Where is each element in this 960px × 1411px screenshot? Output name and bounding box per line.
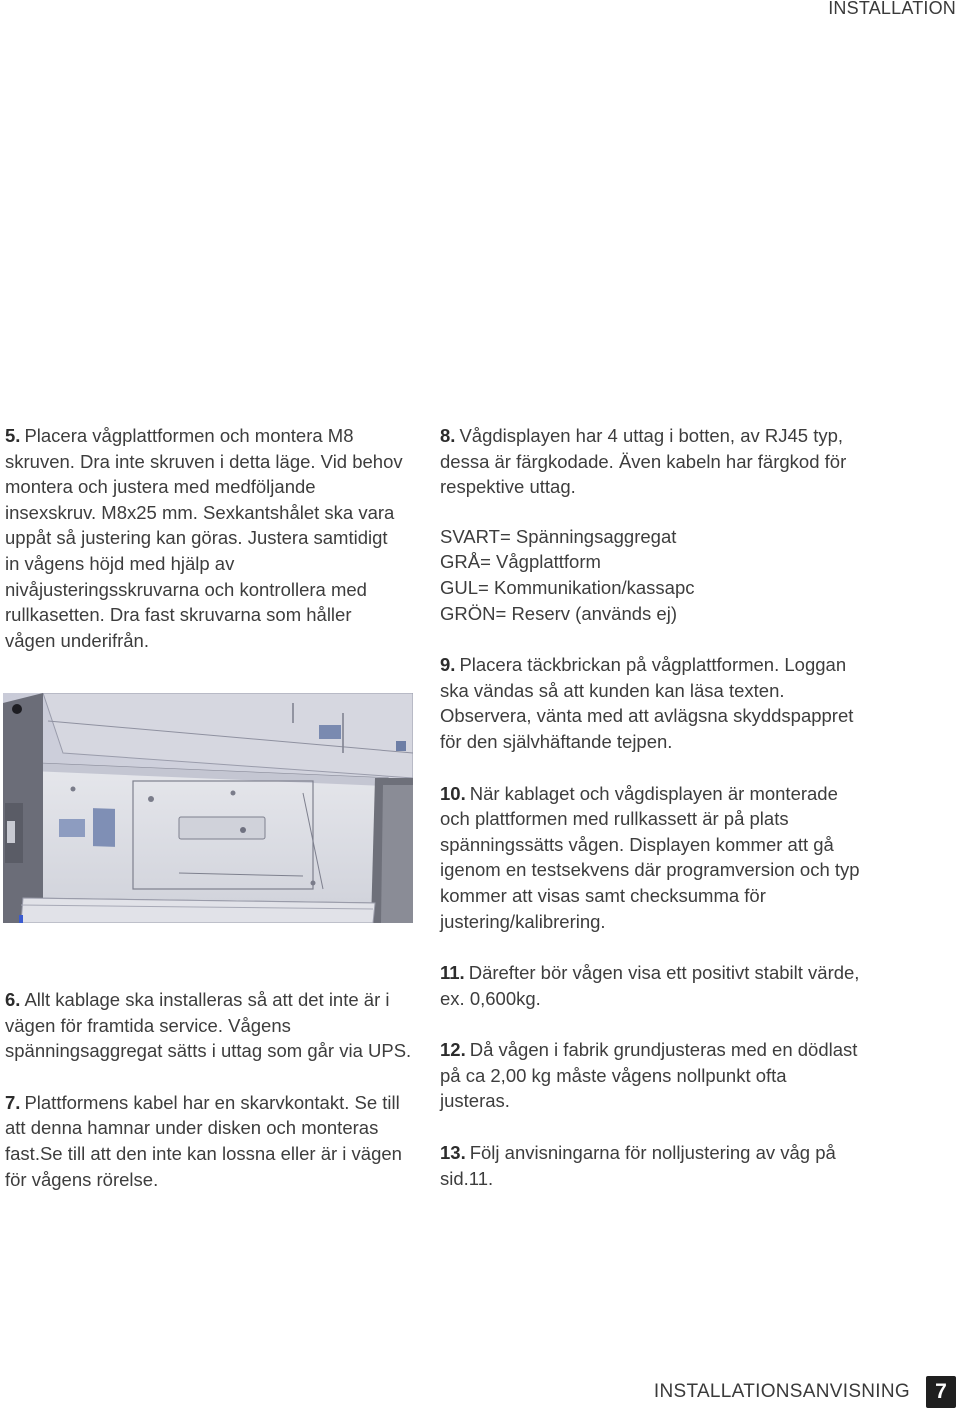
- step-12: [440, 1037, 860, 1114]
- step-text: Då vågen i fabrik grundjusteras med en dödlast på ca 2,00 kg måste vågens nollpunkt ofta justeras.: [440, 1039, 858, 1112]
- color-code-item: GUL= Kommunikation/kassapc: [440, 576, 695, 598]
- scale-platform-illustration: [3, 693, 413, 923]
- step-number: 11.: [440, 962, 465, 984]
- section-header: INSTALLATION: [828, 0, 956, 18]
- step-number: 12.: [440, 1039, 466, 1061]
- step-5: [5, 423, 405, 653]
- page-number: 7: [926, 1376, 956, 1408]
- color-code-item: SVART= Spänningsaggregat: [440, 525, 677, 547]
- step-text: Därefter bör vågen visa ett positivt stabilt värde, ex. 0,600kg.: [440, 962, 860, 1009]
- right-column: [440, 423, 860, 1191]
- step-6: [5, 987, 417, 1064]
- step-text: Plattformens kabel har en skarvkontakt. Se till att denna hamnar under disken och monteras fast.Se till att den inte kan lossna eller är i vägen för vågens rörelse.: [5, 1091, 402, 1190]
- step-text: Följ anvisningarna för nolljustering av våg på sid.11.: [440, 1142, 836, 1189]
- left-column-bottom: [5, 987, 417, 1192]
- step-number: 13.: [440, 1142, 466, 1164]
- left-column-top: [5, 423, 405, 653]
- step-number: 6.: [5, 989, 21, 1010]
- step-number: 5.: [5, 425, 21, 446]
- step-number: 10.: [440, 782, 466, 804]
- cable-color-list: [440, 524, 860, 626]
- page-footer: [654, 1373, 956, 1411]
- step-11: [440, 960, 860, 1011]
- step-text: När kablaget och vågdisplayen är monterade och plattformen med rullkassett är på plats spänningssätts vågen. Displayen kommer att gå igenom en testsekvens där programversion och typ kommer att visas samt checksumma för justering/kalibrering.: [440, 782, 860, 932]
- color-code-item: GRÖN= Reserv (används ej): [440, 602, 677, 624]
- step-text: Placera vågplattformen och montera M8 skruven. Dra inte skruven i detta läge. Vid behov montera och justera med medföljande insexskruv. M8x25 mm. Sexkantshålet ska vara uppåt så justering kan göras. Justera samtidigt in vågens höjd med hjälp av nivåjusteringsskruvarna och kontrollera med rullkasetten. Dra fast skruvarna som håller vågen underifrån.: [5, 425, 403, 651]
- document-title: INSTALLATIONSANVISNING: [653, 1381, 910, 1402]
- step-text: Placera täckbrickan på vågplattformen. Loggan ska vändas så att kunden kan läsa texten. Observera, vänta med att avlägsna skyddspappret för den självhäftande tejpen.: [440, 654, 854, 752]
- step-10: [440, 781, 860, 935]
- step-8: [440, 423, 860, 500]
- color-code-item: GRÅ= Vågplattform: [440, 551, 601, 573]
- step-number: 7.: [5, 1091, 21, 1113]
- step-7: [5, 1090, 417, 1192]
- step-text: Allt kablage ska installeras så att det inte är i vägen för framtida service. Vågens spänningsaggregat sätts i uttag som går via UPS.: [5, 989, 412, 1062]
- step-13: [440, 1140, 860, 1191]
- step-number: 9.: [440, 654, 456, 676]
- step-number: 8.: [440, 425, 456, 446]
- step-text: Vågdisplayen har 4 uttag i botten, av RJ45 typ, dessa är färgkodade. Även kabeln har färgkod för respektive uttag.: [440, 425, 847, 498]
- step-9: [440, 652, 860, 754]
